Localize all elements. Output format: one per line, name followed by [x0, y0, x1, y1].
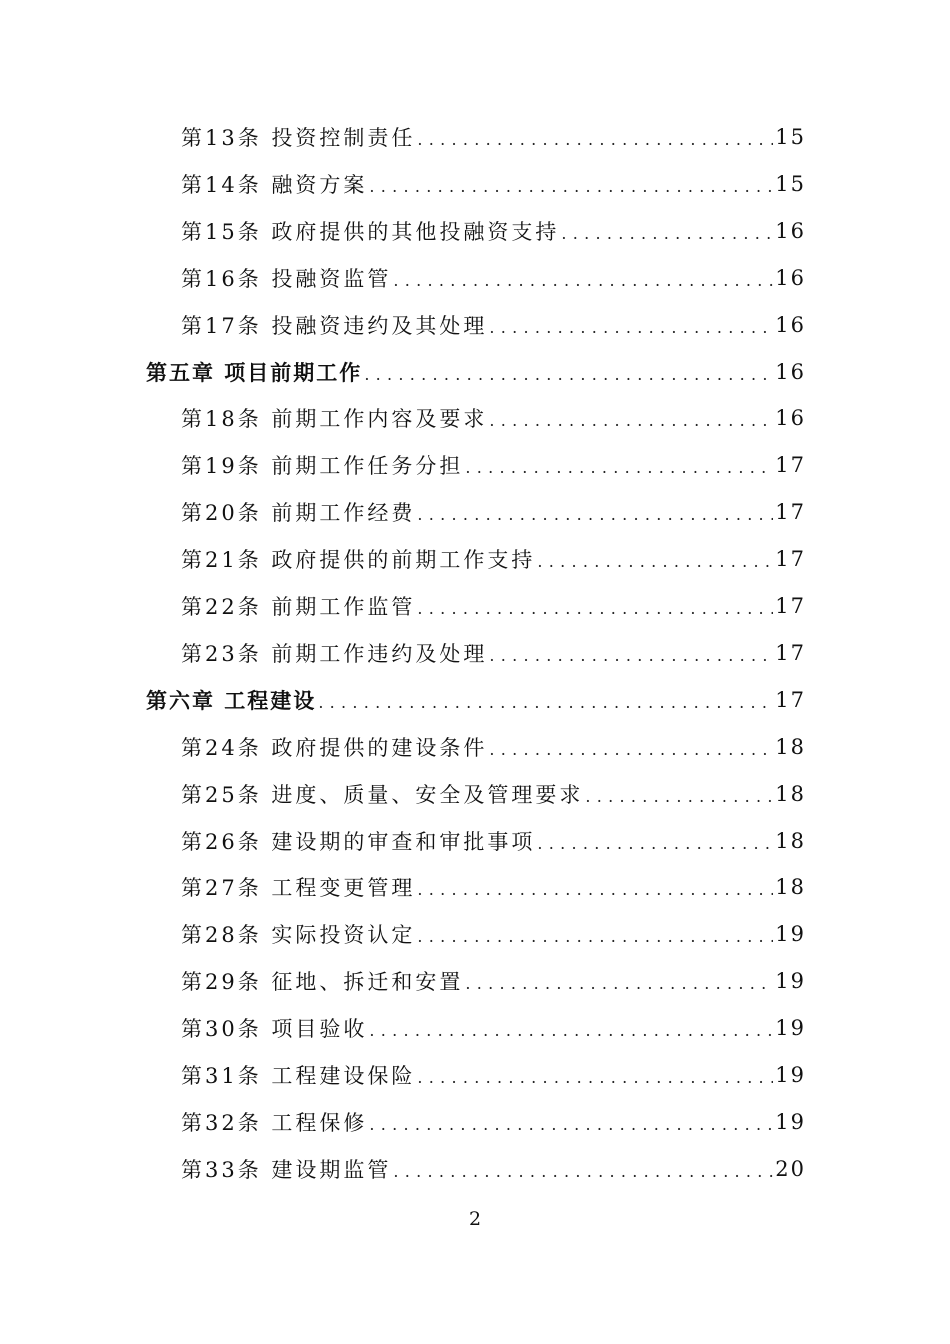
- toc-entry-row[interactable]: [181, 818, 806, 864]
- toc-entry-row[interactable]: [181, 536, 806, 582]
- toc-entry-row[interactable]: [181, 208, 806, 254]
- toc-label: 第29条 征地、拆迁和安置: [181, 970, 464, 995]
- toc-label: 第21条 政府提供的前期工作支持: [181, 548, 536, 573]
- toc-label: 第23条 前期工作违约及处理: [181, 641, 488, 666]
- toc-label: 第33条 建设期监管: [181, 1157, 392, 1182]
- toc-leader-dots: [369, 1115, 773, 1145]
- toc-leader-dots: [369, 177, 773, 207]
- toc-page-number: 17: [775, 500, 806, 525]
- toc-entry-row[interactable]: [181, 958, 806, 1004]
- toc-leader-dots: [369, 1021, 773, 1051]
- toc-page-number: 19: [775, 1063, 806, 1087]
- page-number: 2: [468, 1208, 482, 1230]
- toc-leader-dots: [561, 224, 773, 254]
- toc-leader-dots: [417, 505, 773, 535]
- toc-entry-row[interactable]: [181, 771, 806, 817]
- toc-label: 第18条 前期工作内容及要求: [181, 407, 488, 432]
- toc-leader-dots: [393, 1162, 773, 1192]
- toc-entry-row[interactable]: [181, 1005, 806, 1051]
- toc-leader-dots: [489, 646, 773, 676]
- toc-entry-row[interactable]: [181, 911, 806, 957]
- toc-page-number: 16: [775, 359, 806, 384]
- toc-label: 第22条 前期工作监管: [181, 595, 416, 619]
- toc-entry-row[interactable]: [181, 114, 806, 160]
- toc-entry-row[interactable]: [181, 255, 806, 301]
- toc-page-number: 16: [775, 218, 806, 243]
- toc-page-number: 20: [775, 1156, 806, 1181]
- toc-leader-dots: [417, 1068, 773, 1098]
- toc-entry-row[interactable]: [181, 864, 806, 910]
- toc-chapter-row[interactable]: [146, 349, 806, 395]
- toc-label: 第14条 融资方案: [181, 172, 368, 197]
- toc-page-number: 19: [775, 969, 806, 994]
- toc-page-number: 18: [775, 734, 806, 759]
- toc-entry-row[interactable]: [181, 1052, 806, 1098]
- toc-entry-row[interactable]: [181, 302, 806, 348]
- toc-leader-dots: [537, 552, 773, 582]
- toc-page-number: 18: [775, 781, 806, 806]
- toc-label: 第30条 项目验收: [181, 1017, 368, 1042]
- toc-leader-dots: [465, 458, 773, 488]
- toc-leader-dots: [393, 271, 773, 301]
- toc-leader-dots: [318, 693, 773, 723]
- toc-page-number: 17: [775, 640, 806, 665]
- toc-label: 第32条 工程保修: [181, 1110, 368, 1135]
- toc-entry-row[interactable]: [181, 161, 806, 207]
- toc-label: 第六章 工程建设: [146, 688, 317, 713]
- toc-label: 第17条 投融资违约及其处理: [181, 313, 488, 338]
- toc-label: 第25条 进度、质量、安全及管理要求: [181, 782, 584, 807]
- toc-leader-dots: [489, 318, 773, 348]
- toc-leader-dots: [537, 834, 773, 864]
- toc-page-number: 18: [775, 875, 806, 900]
- toc-leader-dots: [489, 740, 773, 770]
- toc-entry-row[interactable]: [181, 1146, 806, 1192]
- toc-label: 第五章 项目前期工作: [146, 360, 363, 385]
- toc-entry-row[interactable]: [181, 395, 806, 441]
- toc-entry-row[interactable]: [181, 1099, 806, 1145]
- toc-page-number: 19: [775, 1109, 806, 1134]
- toc-label: 第24条 政府提供的建设条件: [181, 735, 488, 760]
- toc-label: 第15条 政府提供的其他投融资支持: [181, 219, 560, 244]
- toc-chapter-row[interactable]: [146, 677, 806, 723]
- toc-leader-dots: [364, 365, 773, 395]
- toc-page-number: 15: [775, 125, 806, 149]
- toc-entry-row[interactable]: [181, 583, 806, 629]
- toc-entry-row[interactable]: [181, 442, 806, 488]
- toc-label: 第16条 投融资监管: [181, 266, 392, 291]
- toc-page-number: 17: [775, 453, 806, 478]
- toc-leader-dots: [417, 927, 773, 957]
- toc-leader-dots: [417, 130, 773, 160]
- toc-page-number: 17: [775, 687, 806, 712]
- toc-page-number: 18: [775, 828, 806, 853]
- toc-page-number: 16: [775, 312, 806, 337]
- toc-entry-row[interactable]: [181, 630, 806, 676]
- toc-entry-row[interactable]: [181, 489, 806, 535]
- toc-leader-dots: [585, 787, 773, 817]
- toc-page-number: 16: [775, 265, 806, 290]
- toc-label: 第28条 实际投资认定: [181, 923, 416, 948]
- toc-page-number: 15: [775, 171, 806, 196]
- toc-leader-dots: [489, 411, 773, 441]
- toc-entry-row[interactable]: [181, 724, 806, 770]
- toc-label: 第20条 前期工作经费: [181, 501, 416, 526]
- toc-label: 第13条 投资控制责任: [181, 126, 416, 150]
- toc-page-number: 19: [775, 922, 806, 947]
- toc-label: 第31条 工程建设保险: [181, 1064, 416, 1088]
- toc-page-number: 17: [775, 594, 806, 618]
- toc-label: 第19条 前期工作任务分担: [181, 454, 464, 479]
- toc-label: 第26条 建设期的审查和审批事项: [181, 829, 536, 854]
- toc-page-number: 19: [775, 1016, 806, 1041]
- toc-page-number: 16: [775, 406, 806, 431]
- toc-label: 第27条 工程变更管理: [181, 876, 416, 901]
- toc-leader-dots: [465, 974, 773, 1004]
- toc-leader-dots: [417, 880, 773, 910]
- toc-page-number: 17: [775, 547, 806, 572]
- toc-leader-dots: [417, 599, 773, 629]
